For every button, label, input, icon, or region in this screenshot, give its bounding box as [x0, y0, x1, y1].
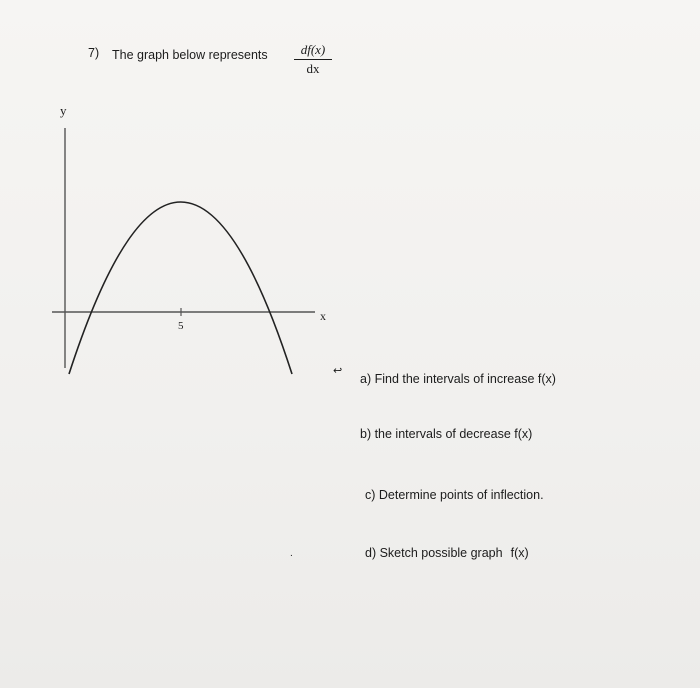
part-c: c) Determine points of inflection. [365, 488, 544, 502]
derivative-numerator: df(x) [300, 42, 326, 57]
stray-dot: . [290, 548, 293, 559]
part-d-prefix: d) Sketch possible graph [365, 546, 503, 560]
derivative-denominator: dx [306, 61, 320, 77]
part-d-fx: f(x) [510, 546, 529, 560]
derivative-curve [69, 202, 292, 374]
part-b: b) the intervals of decrease f(x) [360, 427, 533, 441]
question-text: The graph below represents [112, 48, 268, 62]
x-axis-label: x [320, 309, 326, 323]
question-number: 7) [88, 46, 100, 60]
curl-mark-icon: ↩ [333, 365, 343, 377]
part-d [365, 546, 529, 560]
tick-label-5: 5 [178, 320, 184, 332]
y-axis-label: y [60, 103, 67, 118]
part-a: a) Find the intervals of increase f(x) [360, 372, 556, 386]
